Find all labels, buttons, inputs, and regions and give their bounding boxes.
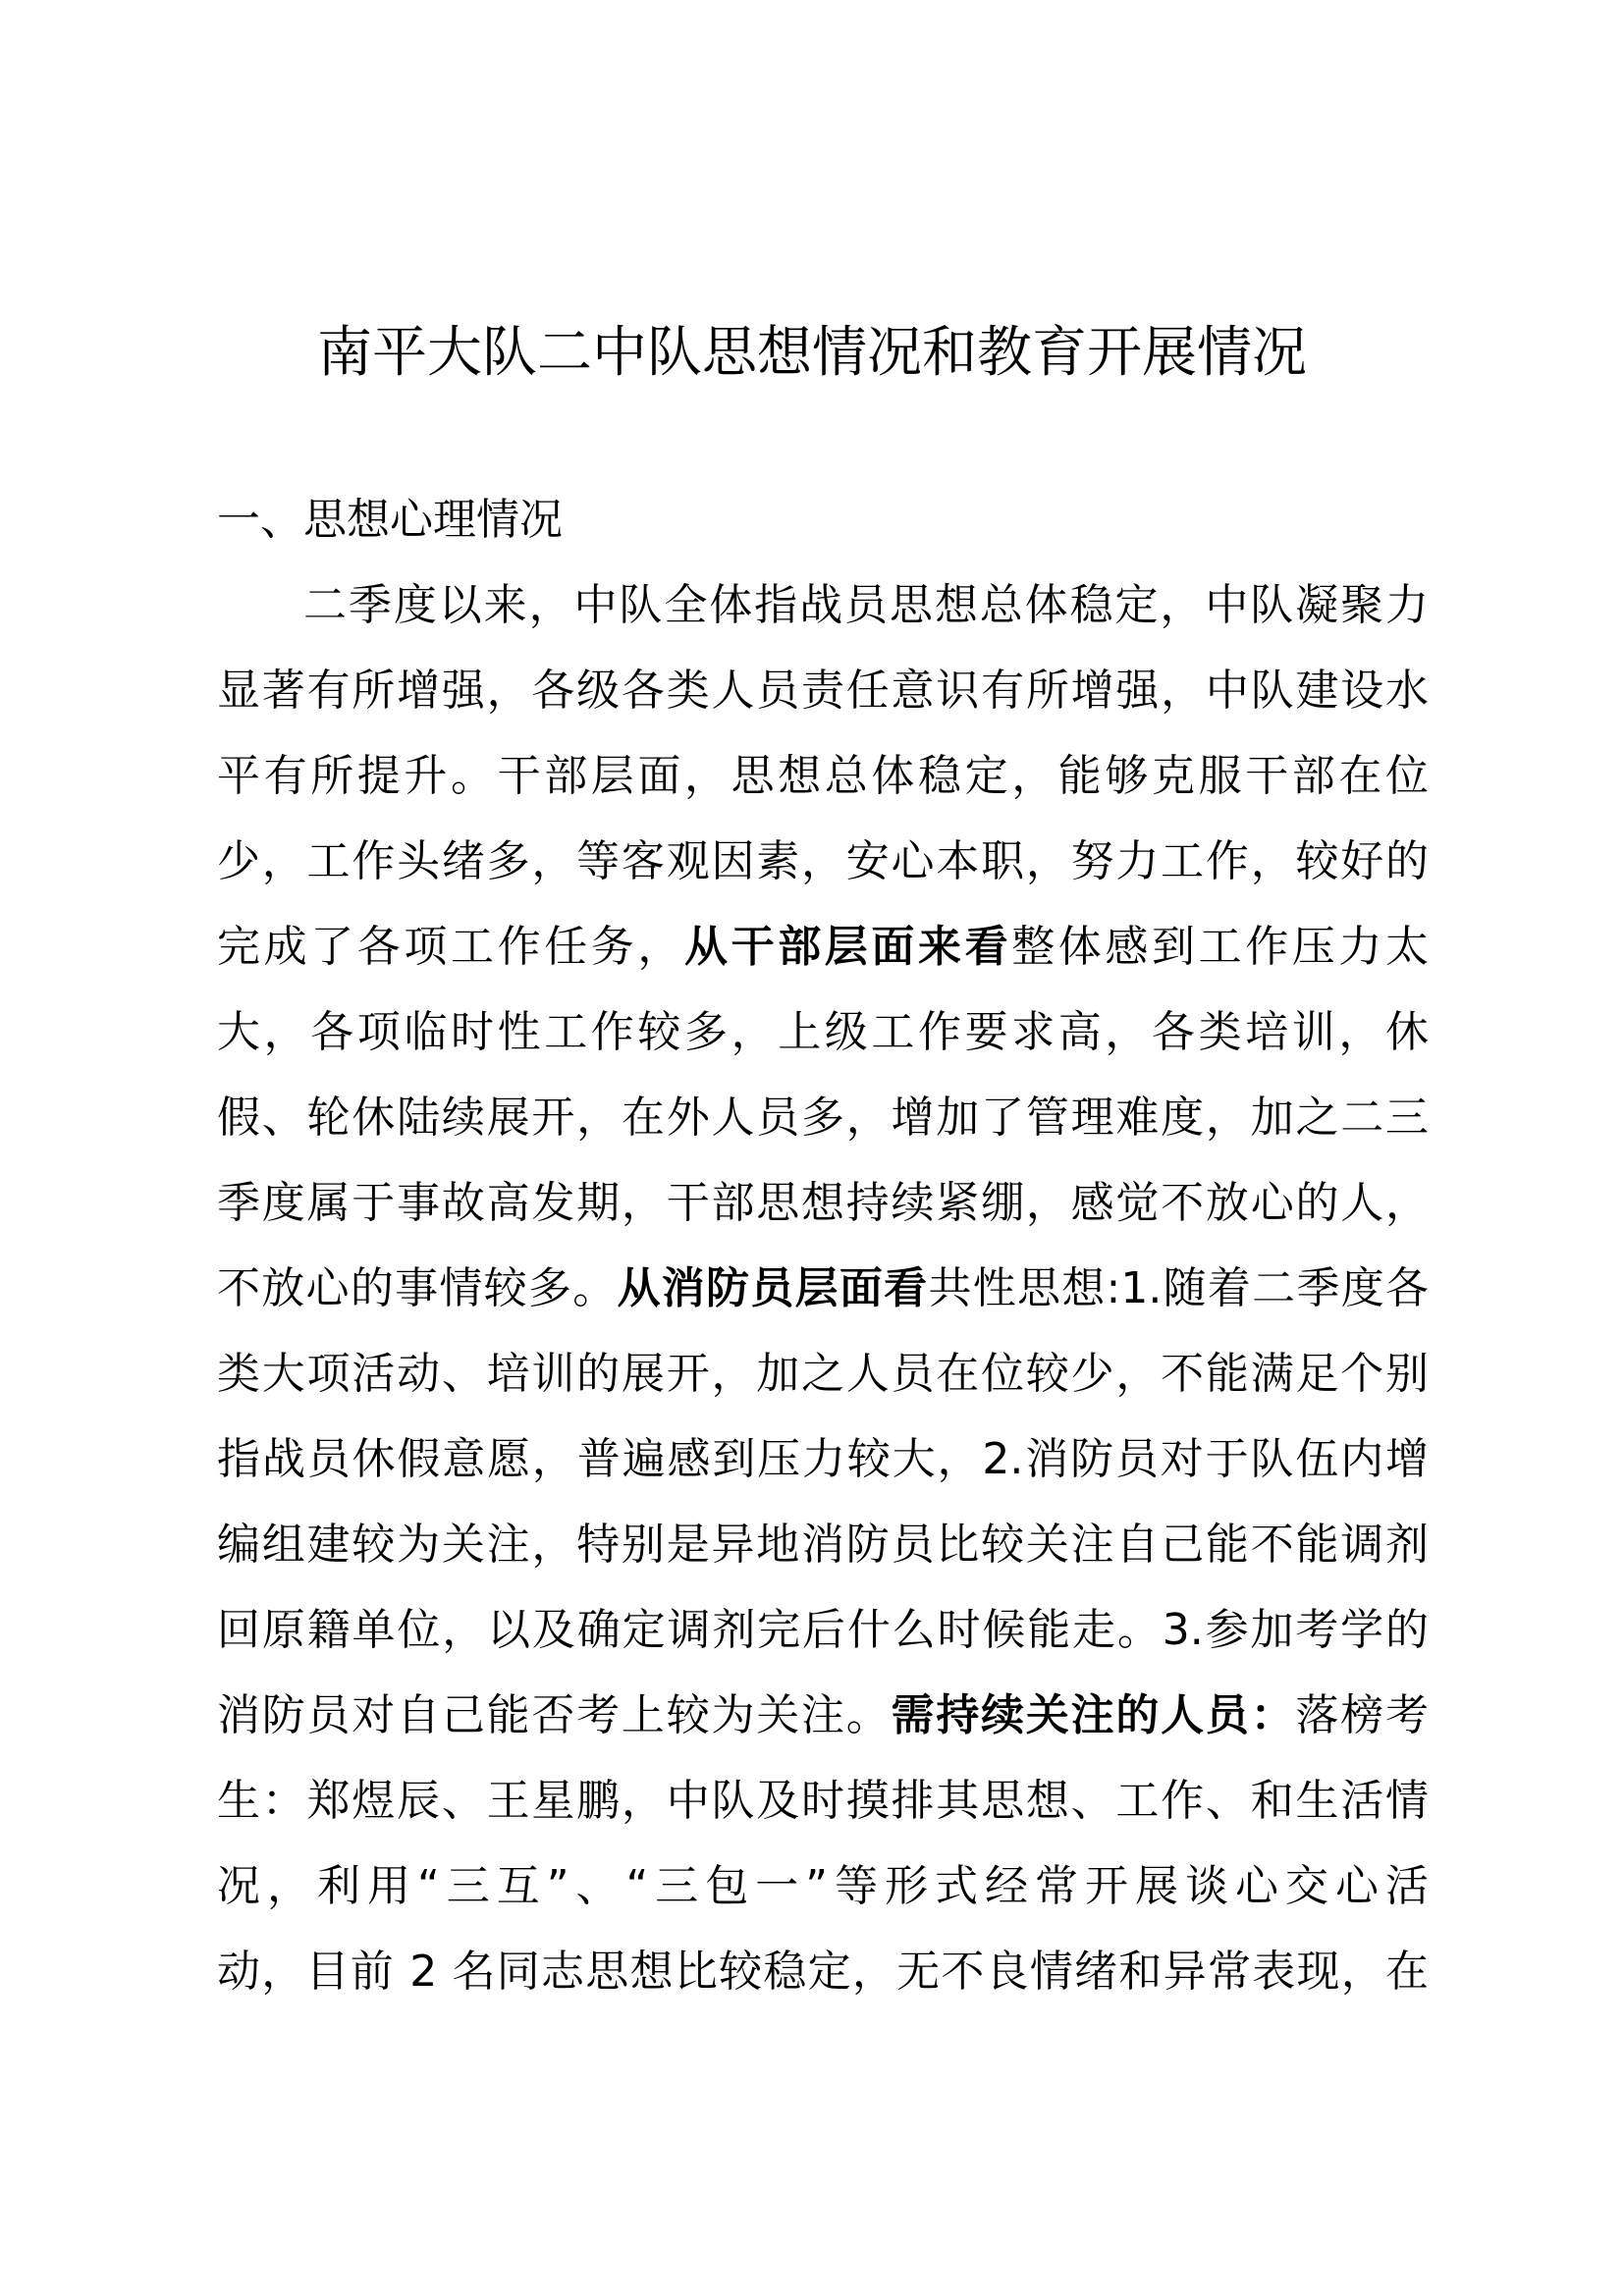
- text-span: 完成了各项工作任务，: [217, 922, 684, 972]
- text-span: 假、轮休陆续展开，在外人员多，增加了管理难度，加之二三: [217, 1093, 1429, 1143]
- text-line: [217, 1772, 1429, 1857]
- text-line: [217, 747, 1429, 832]
- text-span: 少，工作头绪多，等客观因素，安心本职，努力工作，较好的: [217, 836, 1429, 886]
- text-span: 指战员休假意愿，普遍感到压力较大，2.消防员对于队伍内增: [217, 1434, 1429, 1484]
- body-paragraph: [217, 576, 1429, 2028]
- text-line: [217, 1003, 1429, 1089]
- text-span: 编组建较为关注，特别是异地消防员比较关注自己能不能调剂: [217, 1520, 1429, 1570]
- text-line: [217, 1430, 1429, 1516]
- section-heading: 一、思想心理情况: [217, 495, 563, 545]
- text-line: [217, 832, 1429, 918]
- text-span: 平有所提升。干部层面，思想总体稳定，能够克服干部在位: [217, 751, 1429, 801]
- text-span: 共性思想:1.随着二季度各: [928, 1263, 1430, 1313]
- text-span: 动，目前 2 名同志思想比较稳定，无不良情绪和异常表现，在: [217, 1947, 1429, 1997]
- text-span: 落榜考: [1295, 1690, 1430, 1740]
- text-line: [217, 1345, 1429, 1430]
- text-line: [217, 1516, 1429, 1601]
- text-line: [217, 918, 1429, 1003]
- text-span: 大，各项临时性工作较多，上级工作要求高，各类培训，休: [217, 1007, 1429, 1057]
- text-line: [217, 662, 1429, 747]
- bold-text: 从消防员层面看: [617, 1263, 929, 1313]
- text-span: 消防员对自己能否考上较为关注。: [217, 1690, 892, 1740]
- bold-text: 从干部层面来看: [684, 922, 1012, 972]
- text-span: 况，利用“三互”、“三包一”等形式经常开展谈心交心活: [217, 1861, 1429, 1911]
- text-line: [217, 1601, 1429, 1686]
- text-span: 类大项活动、培训的展开，加之人员在位较少，不能满足个别: [217, 1349, 1429, 1399]
- text-line: [217, 1259, 1429, 1345]
- text-span: 生：郑煜辰、王星鹏，中队及时摸排其思想、工作、和生活情: [217, 1776, 1429, 1826]
- text-line: [217, 1857, 1429, 1943]
- text-span: 回原籍单位，以及确定调剂完后什么时候能走。3.参加考学的: [217, 1605, 1429, 1655]
- text-span: 显著有所增强，各级各类人员责任意识有所增强，中队建设水: [217, 666, 1429, 716]
- text-line: [217, 1686, 1429, 1772]
- text-line: [217, 1089, 1429, 1174]
- text-span: 季度属于事故高发期，干部思想持续紧绷，感觉不放心的人，: [217, 1178, 1429, 1228]
- text-span: 整体感到工作压力太: [1011, 922, 1430, 972]
- document-title: 南平大队二中队思想情况和教育开展情况: [317, 321, 1307, 385]
- text-line: [217, 576, 1429, 662]
- text-span: 不放心的事情较多。: [217, 1263, 618, 1313]
- text-line: [217, 1174, 1429, 1259]
- bold-text: 需持续关注的人员：: [891, 1690, 1296, 1740]
- text-line: [217, 1943, 1429, 2028]
- text-span: 二季度以来，中队全体指战员思想总体稳定，中队凝聚力: [303, 580, 1429, 630]
